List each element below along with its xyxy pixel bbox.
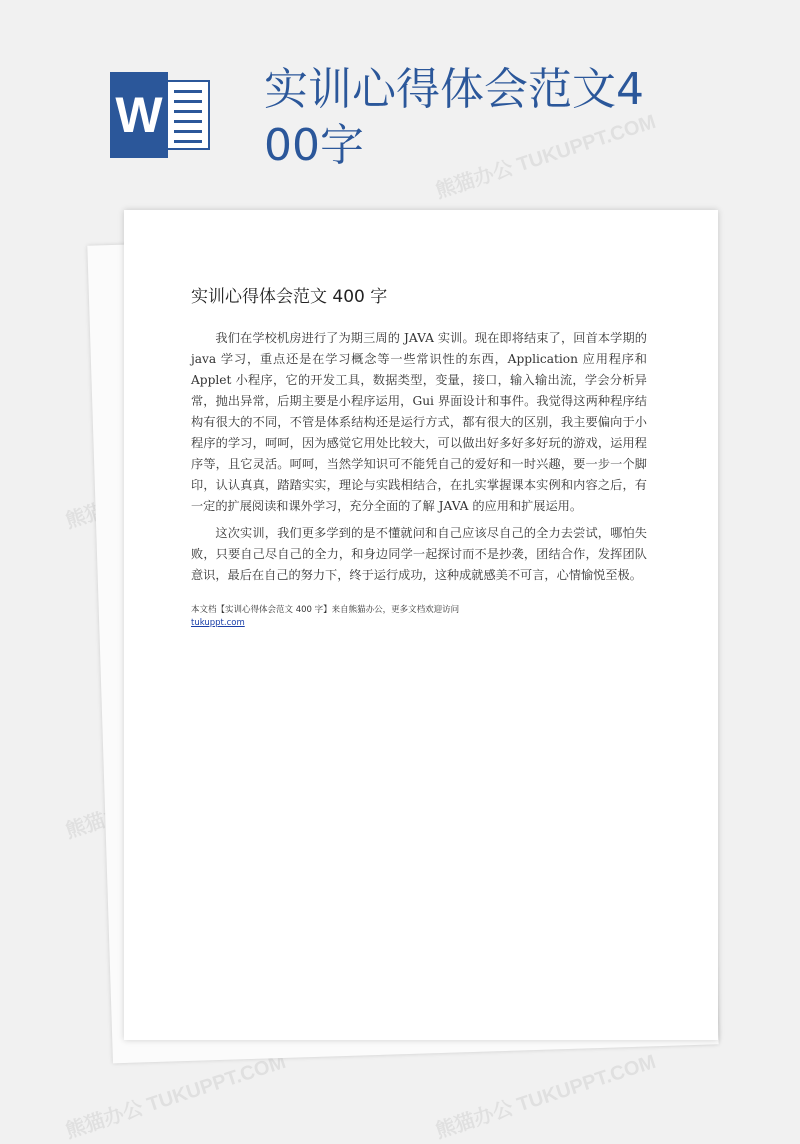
watermark: 熊猫办公 TUKUPPT.COM: [63, 1050, 289, 1143]
paragraph: 这次实训，我们更多学到的是不懂就问和自己应该尽自己的全力去尝试，哪怕失败，只要自己尽自己的全力，和身边同学一起探讨而不是抄袭，团结合作，发挥团队意识，最后在自己的努力下，终于运行成功，这种成就感美不可言，心情愉悦至极。: [191, 526, 647, 582]
footer-link[interactable]: tukuppt.com: [191, 618, 245, 628]
document-title: 实训心得体会范文 400 字: [191, 287, 388, 307]
footer-note: [191, 604, 647, 630]
word-letter-badge: W: [110, 72, 168, 158]
paragraph: 我们在学校机房进行了为期三周的 JAVA 实训。现在即将结束了，回首本学期的 java 学习，重点还是在学习概念等一些常识性的东西，Application 应用程序和 Applet 小程序，它的开发工具，数据类型，变量，接口，输入输出流，学会分析异常，抛出异常，后期主要是小程序运用，Gui 界面设计和事件。我觉得这两种程序结构有很大的不同，不管是体系结构还是运行方式，都有很大的区别，我主要偏向于小程序的学习，呵呵，因为感觉它用处比较大，可以做出好多好多好玩的游戏，运用程序等，且它灵活。呵呵，当然学知识可不能凭自己的爱好和一时兴趣，要一步一个脚印，认认真真，踏踏实实，理论与实践相结合，在扎实掌握课本实例和内容之后，有一定的扩展阅读和课外学习，充分全面的了解 JAVA 的应用和扩展运用。: [191, 331, 647, 513]
footer-note-text: 本文档【实训心得体会范文 400 字】来自熊猫办公，更多文档欢迎访问: [191, 605, 460, 615]
watermark: 熊猫办公 TUKUPPT.COM: [433, 1050, 659, 1143]
page-title: 实训心得体会范文400字: [264, 64, 644, 171]
document-page: [124, 210, 718, 1040]
word-logo-icon: [110, 72, 213, 158]
document-body: [191, 328, 647, 592]
watermark: 熊猫办公 TUKUPPT.COM: [433, 110, 659, 203]
